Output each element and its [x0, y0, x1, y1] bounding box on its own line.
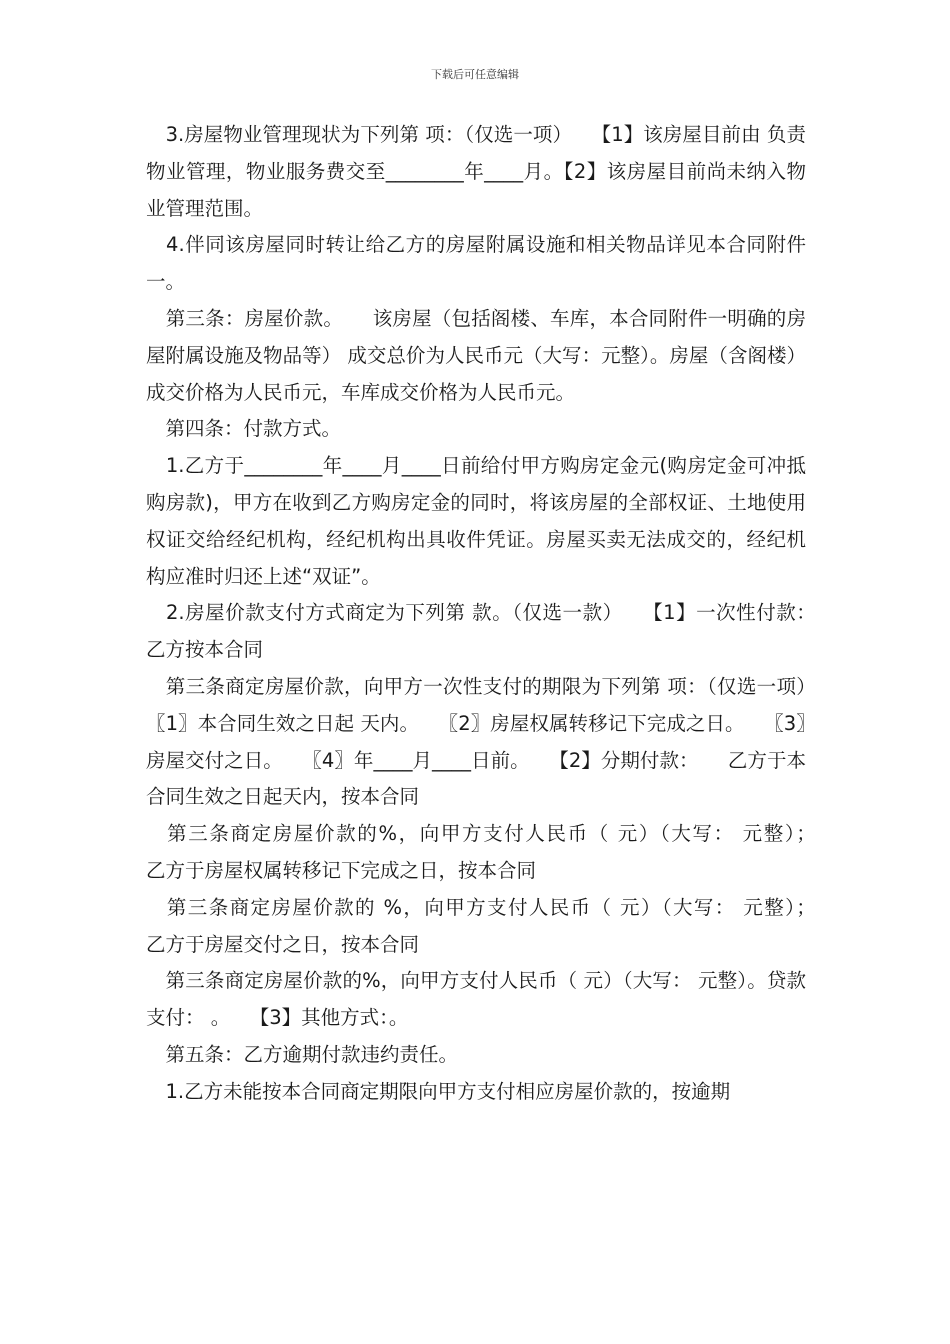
document-body — [146, 117, 846, 1111]
paragraph-installment-3: 第三条商定房屋价款的%，向甲方支付人民币（ 元）（大写： 元整）。贷款支付： 。 【3】其他方式：。 — [146, 969, 806, 1030]
paragraph-property-management: 3.房屋物业管理现状为下列第 项：（仅选一项） 【1】该房屋目前由 负责物业管理，物业服务费交至________年____月。【2】该房屋目前尚未纳入物业管理范围。 — [146, 123, 806, 220]
paragraph-article-4-heading: 第四条：付款方式。 — [146, 417, 342, 441]
paragraph-attached-facilities: 4.伴同该房屋同时转让给乙方的房屋附属设施和相关物品详见本合同附件一。 — [146, 233, 806, 294]
paragraph-article-3-price: 第三条：房屋价款。 该房屋（包括阁楼、车库，本合同附件一明确的房屋附属设施及物品等） 成交总价为人民币元（大写：元整）。房屋（含阁楼）成交价格为人民币元，车库成交价格为人民币元。 — [146, 306, 806, 404]
paragraph-late-payment: 1.乙方未能按本合同商定期限向甲方支付相应房屋价款的，按逾期 — [146, 1079, 731, 1103]
paragraph-installment-1: 第三条商定房屋价款的%，向甲方支付人民币（ 元）（大写： 元整）； 乙方于房屋权属转移记下完成之日，按本合同 — [146, 822, 846, 882]
paragraph-article-5-heading: 第五条：乙方逾期付款违约责任。 — [146, 1042, 459, 1066]
paragraph-payment-method: 2.房屋价款支付方式商定为下列第 款。（仅选一款） 【1】一次性付款： 乙方按本合同 — [146, 601, 846, 662]
paragraph-installment-2: 第三条商定房屋价款的 %，向甲方支付人民币（ 元）（大写： 元整）； 乙方于房屋交付之日，按本合同 — [146, 895, 846, 956]
page-header-note: 下载后可任意编辑 — [431, 68, 519, 81]
paragraph-deposit: 1.乙方于________年____月____日前给付甲方购房定金元(购房定金可冲抵购房款)，甲方在收到乙方购房定金的同时，将该房屋的全部权证、土地使用权证交给经纪机构，经纪机构出具收件凭证。房屋买卖无法成交的，经纪机构应准时归还上述“双证”。 — [146, 454, 806, 588]
paragraph-lump-sum-deadline: 第三条商定房屋价款，向甲方一次性支付的期限为下列第 项：（仅选一项） 〖1〗本合同生效之日起 天内。 〖2〗房屋权属转移记下完成之日。 〖3〗房屋交付之日。 〖4〗年____月____日前。 【2】分期付款： 乙方于本合同生效之日起天内，按本合同 — [146, 674, 846, 809]
